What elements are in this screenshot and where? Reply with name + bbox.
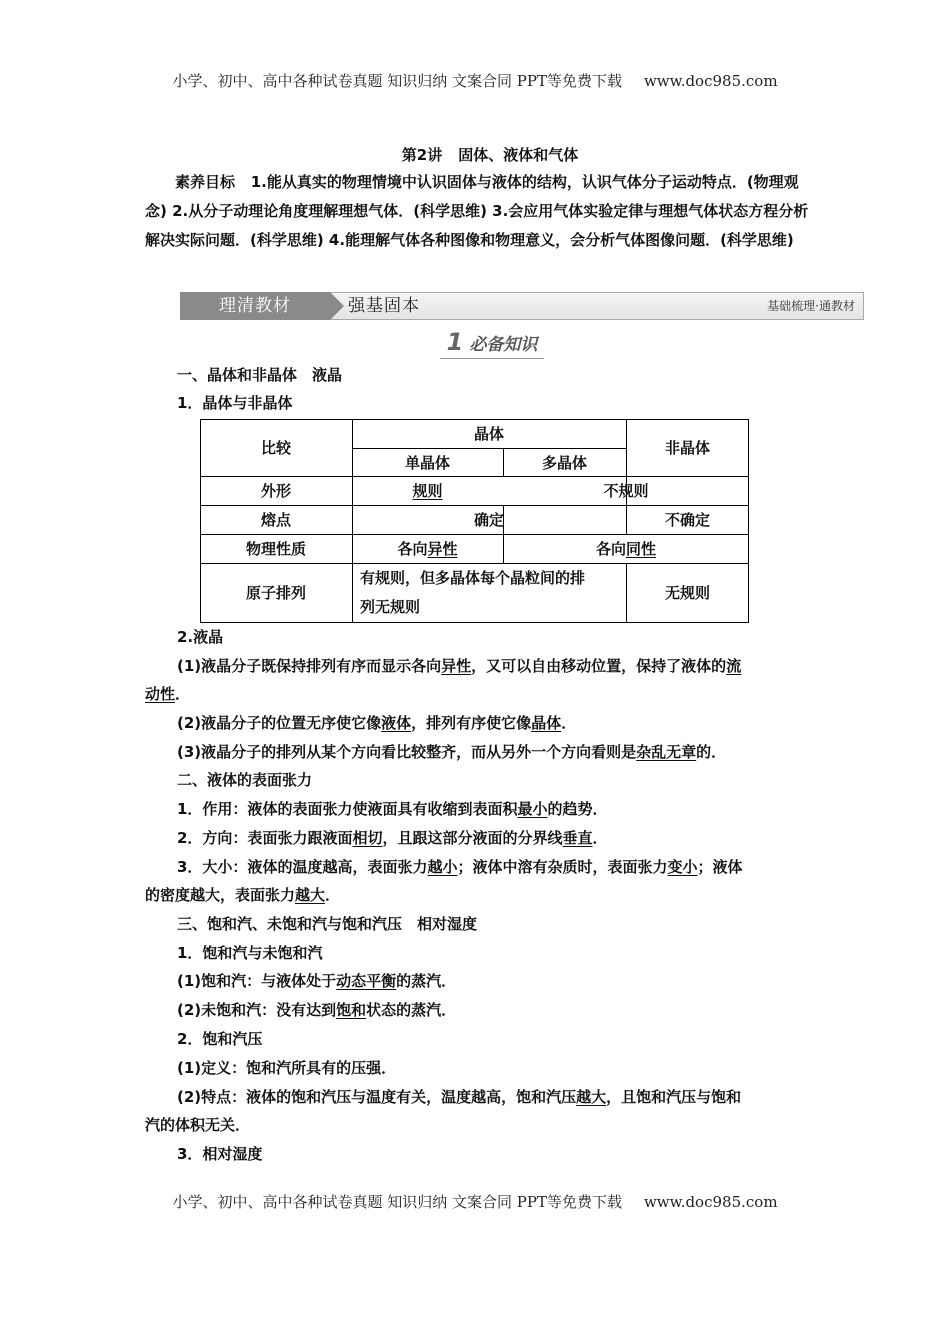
section-number: 1: [446, 328, 464, 356]
saturated-def-1: (1)饱和汽：与液体处于动态平衡的蒸汽．: [177, 972, 457, 990]
th-crystal: 晶体: [473, 425, 504, 443]
page-header: [0, 70, 950, 91]
row-physical-label: 物理性质: [245, 540, 306, 558]
goals-label: 素养目标: [175, 173, 236, 191]
footer-text: 小学、初中、高中各种试卷真题 知识归纳 文案合同 PPT等免费下载: [172, 1193, 622, 1211]
heading-crystals: 一、晶体和非晶体 液晶: [177, 366, 343, 384]
row-melting-amorphous: 不确定: [664, 511, 710, 529]
row-arrangement-amorphous: 无规则: [664, 584, 710, 602]
comparison-table: [200, 419, 749, 623]
footer-url[interactable]: www.doc985.com: [643, 1193, 778, 1211]
lecture-topic: 固体、液体和气体: [458, 146, 579, 164]
th-polycrystal: 多晶体: [541, 453, 587, 472]
header-text: 小学、初中、高中各种试卷真题 知识归纳 文案合同 PPT等免费下载: [172, 72, 622, 90]
row-shape-single: 规则: [412, 482, 443, 500]
banner-right-label: 强基固本: [348, 296, 420, 316]
banner-arrow-icon: [330, 292, 344, 320]
lc-point-1: (1)液晶分子既保持排列有序而显示各向异性，又可以自由移动位置，保持了液体的流: [177, 657, 742, 675]
subheading-liquid-crystal: 2.液晶: [177, 628, 224, 646]
vapor-pressure-feature-cont: 汽的体积无关．: [145, 1116, 251, 1134]
th-amorphous: 非晶体: [664, 439, 710, 457]
row-shape-other: 不规则: [603, 482, 649, 500]
header-url[interactable]: www.doc985.com: [643, 72, 778, 90]
banner-tag: 基础梳理·通教材: [767, 299, 855, 313]
subheading-vapor-pressure: 2．饱和汽压: [177, 1030, 263, 1048]
tension-item-1: 1．作用：液体的表面张力使液面具有收缩到表面积最小的趋势．: [177, 800, 608, 818]
vapor-pressure-def: (1)定义：饱和汽所具有的压强．: [177, 1059, 397, 1077]
literacy-goals: [145, 168, 813, 255]
subheading-crystal-vs-amorphous: 1．晶体与非晶体: [177, 394, 293, 412]
goals-text: 1.能从真实的物理情境中认识固体与液体的结构，认识气体分子运动特点．(物理观念) 2.从分子动理论角度理解理想气体．(科学思维) 3.会应用气体实验定律与理想气体状态方程分析解决实际问题．(科学思维) 4.能理解气体各种图像和物理意义，会分析气体图像问题．(科学思维): [145, 173, 809, 249]
row-shape-label: 外形: [260, 482, 291, 500]
tension-item-3-cont: 的密度越大，表面张力越大．: [145, 886, 341, 904]
row-melting-crystal: 确定: [473, 511, 504, 529]
heading-saturated-vapor: 三、饱和汽、未饱和汽与饱和汽压 相对湿度: [177, 915, 478, 933]
subheading-saturated: 1．饱和汽与未饱和汽: [177, 944, 323, 962]
row-arrangement-label: 原子排列: [245, 584, 306, 602]
page-title: [0, 144, 950, 165]
lecture-number: 第2讲: [401, 146, 443, 164]
row-physical-single: 各向 异性: [397, 540, 458, 558]
th-single-crystal: 单晶体: [404, 453, 450, 472]
row-physical-other: 各向 同性: [595, 540, 657, 558]
row-melting-label: 熔点: [260, 511, 291, 529]
lc-point-2: (2)液晶分子的位置无序使它像液体，排列有序使它像晶体．: [177, 714, 577, 732]
row-arrangement-crystal: 有规则，但多晶体每个晶粒间的排 列无规则: [360, 568, 586, 616]
tension-item-2: 2．方向：表面张力跟液面相切，且跟这部分液面的分界线垂直．: [177, 829, 608, 847]
saturated-def-2: (2)未饱和汽：没有达到饱和状态的蒸汽．: [177, 1001, 457, 1019]
tension-item-3: 3．大小：液体的温度越高，表面张力越小；液体中溶有杂质时，表面张力变小；液体: [177, 858, 743, 876]
banner-left-label: 理清教材: [180, 292, 330, 320]
lc-point-3: (3)液晶分子的排列从某个方向看比较整齐，而从另外一个方向看则是杂乱无章的．: [177, 743, 727, 761]
section-banner: [180, 290, 865, 322]
th-compare: 比较: [260, 439, 291, 457]
subheading-relative-humidity: 3．相对湿度: [177, 1145, 263, 1163]
lc-point-1-cont: 动性．: [145, 685, 191, 703]
heading-surface-tension: 二、液体的表面张力: [177, 771, 313, 789]
section-heading: [440, 328, 544, 359]
section-label: 必备知识: [469, 335, 538, 355]
page-footer: [0, 1191, 950, 1212]
vapor-pressure-feature: (2)特点：液体的饱和汽压与温度有关，温度越高，饱和汽压越大，且饱和汽压与饱和: [177, 1088, 742, 1106]
